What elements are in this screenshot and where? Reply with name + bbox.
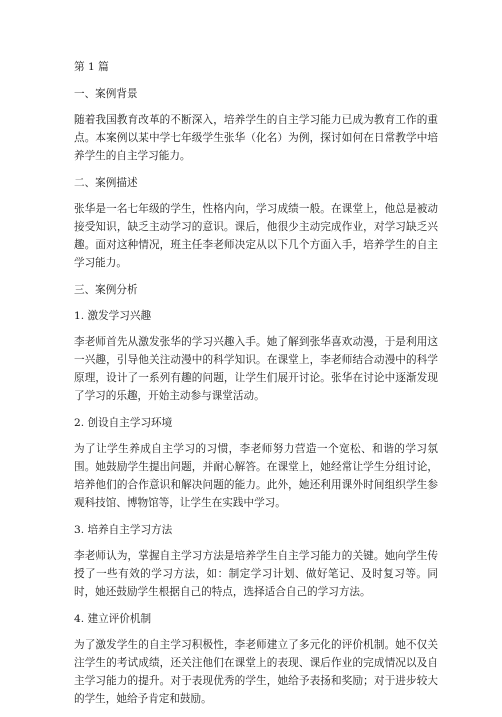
subsection-title: 1. 激发学习兴趣 (74, 310, 152, 322)
doc-title: 第 1 篇 (74, 61, 109, 73)
document-page (74, 58, 438, 717)
subsection-paragraph: 为了让学生养成自主学习的习惯，李老师努力营造一个宽松、和谐的学习氛围。她鼓励学生提出问题，并耐心解答。在课堂上，她经常让学生分组讨论，培养他们的合作意识和解决问题的能力。此外，她还利用课外时间组织学生参观科技馆、博物馆等，让学生在实践中学习。 (74, 443, 438, 509)
subsection-paragraph: 为了激发学生的自主学习积极性，李老师建立了多元化的评价机制。她不仅关注学生的考试成绩，还关注他们在课堂上的表现、课后作业的完成情况以及自主学习能力的提升。对于表现优秀的学生，她给予表扬和奖励；对于进步较大的学生，她给予肯定和鼓励。 (74, 639, 438, 705)
section-paragraph: 随着我国教育改革的不断深入，培养学生的自主学习能力已成为教育工作的重点。本案例以某中学七年级学生张华（化名）为例，探讨如何在日常教学中培养学生的自主学习能力。 (74, 114, 438, 162)
section-heading-background: 一、案例背景 (74, 88, 138, 100)
subsection-paragraph: 李老师首先从激发张华的学习兴趣入手。她了解到张华喜欢动漫，于是利用这一兴趣，引导他关注动漫中的科学知识。在课堂上，李老师结合动漫中的科学原理，设计了一系列有趣的问题，让学生们展开讨论。张华在讨论中逐渐发现了学习的乐趣，开始主动参与课堂活动。 (74, 336, 438, 402)
section-paragraph: 张华是一名七年级的学生，性格内向，学习成绩一般。在课堂上，他总是被动接受知识，缺乏主动学习的意识。课后，他很少主动完成作业，对学习缺乏兴趣。面对这种情况，班主任李老师决定从以下几个方面入手，培养学生的自主学习能力。 (74, 203, 438, 269)
subsection-title: 3. 培养自主学习方法 (74, 524, 173, 536)
section-heading-description: 二、案例描述 (74, 177, 138, 189)
subsection-paragraph: 李老师认为，掌握自主学习方法是培养学生自主学习能力的关键。她向学生传授了一些有效的学习方法，如：制定学习计划、做好笔记、及时复习等。同时，她还鼓励学生根据自己的特点，选择适合自己的学习方法。 (74, 550, 438, 598)
subsection-title: 2. 创设自主学习环境 (74, 417, 173, 429)
section-heading-analysis: 三、案例分析 (74, 284, 138, 296)
subsection-title: 4. 建立评价机制 (74, 613, 152, 625)
